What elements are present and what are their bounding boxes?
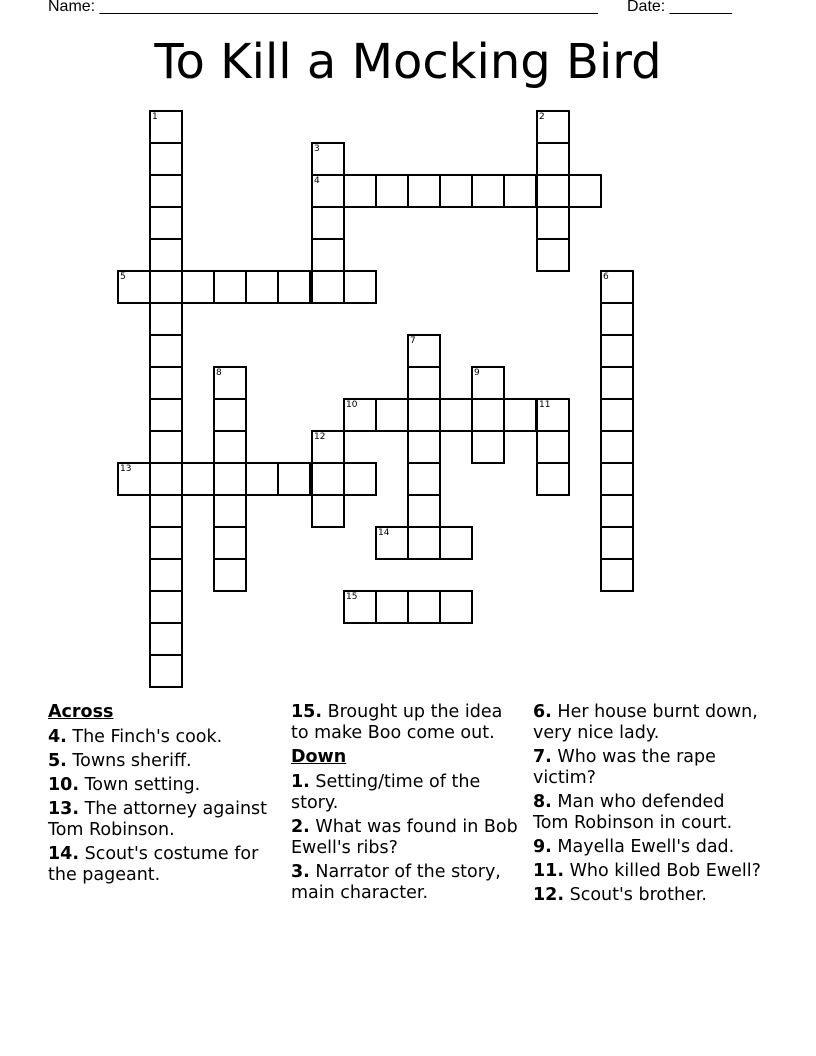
- clue-across-15: [291, 702, 521, 744]
- date-field-label: Date: _______: [627, 0, 732, 15]
- grid-cell[interactable]: [149, 110, 183, 144]
- clue-text: Narrator of the story, main character.: [291, 862, 501, 903]
- clue-text: Setting/time of the story.: [291, 772, 481, 813]
- cell-number: 15: [346, 592, 358, 602]
- grid-cell[interactable]: [407, 398, 441, 432]
- grid-cell[interactable]: [245, 270, 279, 304]
- clue-text: Who killed Bob Ewell?: [569, 861, 761, 881]
- clue-down-1: [291, 772, 521, 814]
- grid-cell[interactable]: [439, 398, 473, 432]
- clue-number: 4.: [48, 727, 67, 747]
- grid-cell[interactable]: [149, 654, 183, 688]
- clue-number: 12.: [533, 885, 565, 905]
- clue-number: 13.: [48, 799, 80, 819]
- grid-cell[interactable]: [213, 526, 247, 560]
- clue-number: 3.: [291, 862, 310, 882]
- clue-text: Scout's brother.: [569, 885, 707, 905]
- clue-number: 7.: [533, 747, 552, 767]
- grid-cell[interactable]: [343, 174, 377, 208]
- grid-cell[interactable]: [213, 494, 247, 528]
- clue-across-5: [48, 751, 278, 772]
- grid-cell[interactable]: [471, 430, 505, 464]
- clue-text: What was found in Bob Ewell's ribs?: [291, 817, 518, 858]
- clue-number: 9.: [533, 837, 552, 857]
- grid-cell[interactable]: [568, 174, 602, 208]
- clue-down-7: [533, 747, 763, 789]
- grid-cell[interactable]: [536, 110, 570, 144]
- clue-text: Mayella Ewell's dad.: [557, 837, 735, 857]
- grid-cell[interactable]: [343, 270, 377, 304]
- clue-text: Brought up the idea to make Boo come out.: [291, 702, 503, 743]
- grid-cell[interactable]: [503, 398, 537, 432]
- grid-cell[interactable]: [471, 174, 505, 208]
- cell-number: 5: [120, 272, 126, 282]
- grid-cell[interactable]: [149, 174, 183, 208]
- grid-cell[interactable]: [439, 526, 473, 560]
- grid-cell[interactable]: [311, 430, 345, 464]
- grid-cell[interactable]: [471, 366, 505, 400]
- grid-cell[interactable]: [536, 430, 570, 464]
- clue-text: Towns sheriff.: [72, 751, 192, 771]
- cell-number: 9: [474, 368, 480, 378]
- cell-number: 10: [346, 400, 358, 410]
- grid-cell[interactable]: [213, 430, 247, 464]
- clue-column-3: [533, 702, 763, 909]
- grid-cell[interactable]: [149, 622, 183, 656]
- grid-cell[interactable]: [277, 462, 311, 496]
- grid-cell[interactable]: [149, 494, 183, 528]
- grid-cell[interactable]: [149, 526, 183, 560]
- grid-cell[interactable]: [407, 526, 441, 560]
- cell-number: 14: [378, 528, 390, 538]
- across-heading: Across: [48, 702, 114, 722]
- clue-across-14: [48, 844, 278, 886]
- grid-cell[interactable]: [149, 238, 183, 272]
- cell-number: 3: [314, 144, 320, 154]
- grid-cell[interactable]: [311, 494, 345, 528]
- clue-down-11: [533, 861, 763, 882]
- clue-text: Town setting.: [84, 775, 201, 795]
- grid-cell[interactable]: [181, 270, 215, 304]
- grid-cell[interactable]: [536, 398, 570, 432]
- clue-column-1: [48, 702, 278, 889]
- grid-cell[interactable]: [149, 430, 183, 464]
- clue-number: 15.: [291, 702, 323, 722]
- grid-cell[interactable]: [600, 302, 634, 336]
- grid-cell[interactable]: [600, 430, 634, 464]
- clue-across-4: [48, 727, 278, 748]
- cell-number: 4: [314, 176, 320, 186]
- grid-cell[interactable]: [600, 270, 634, 304]
- clue-down-6: [533, 702, 763, 744]
- grid-cell[interactable]: [600, 558, 634, 592]
- grid-cell[interactable]: [149, 398, 183, 432]
- grid-cell[interactable]: [375, 398, 409, 432]
- grid-cell[interactable]: [343, 398, 377, 432]
- grid-cell[interactable]: [311, 142, 345, 176]
- grid-cell[interactable]: [375, 590, 409, 624]
- grid-cell[interactable]: [536, 462, 570, 496]
- cell-number: 2: [539, 112, 545, 122]
- grid-cell[interactable]: [311, 270, 345, 304]
- grid-cell[interactable]: [536, 174, 570, 208]
- clue-text: Her house burnt down, very nice lady.: [533, 702, 758, 743]
- clue-number: 2.: [291, 817, 310, 837]
- grid-cell[interactable]: [181, 462, 215, 496]
- cell-number: 12: [314, 432, 326, 442]
- cell-number: 1: [152, 112, 158, 122]
- grid-cell[interactable]: [439, 174, 473, 208]
- clue-text: Scout's costume for the pageant.: [48, 844, 259, 885]
- grid-cell[interactable]: [439, 590, 473, 624]
- grid-cell[interactable]: [149, 206, 183, 240]
- grid-cell[interactable]: [213, 398, 247, 432]
- cell-number: 6: [603, 272, 609, 282]
- cell-number: 11: [539, 400, 551, 410]
- clue-across-10: [48, 775, 278, 796]
- grid-cell[interactable]: [117, 462, 151, 496]
- grid-cell[interactable]: [407, 334, 441, 368]
- clue-column-2: [291, 702, 521, 907]
- grid-cell[interactable]: [311, 462, 345, 496]
- grid-cell[interactable]: [343, 590, 377, 624]
- clue-text: The Finch's cook.: [72, 727, 223, 747]
- grid-cell[interactable]: [407, 590, 441, 624]
- grid-cell[interactable]: [149, 142, 183, 176]
- grid-cell[interactable]: [407, 174, 441, 208]
- grid-cell[interactable]: [277, 270, 311, 304]
- grid-cell[interactable]: [503, 174, 537, 208]
- cell-number: 8: [216, 368, 222, 378]
- grid-cell[interactable]: [117, 270, 151, 304]
- clue-down-12: [533, 885, 763, 906]
- grid-cell[interactable]: [213, 270, 247, 304]
- grid-cell[interactable]: [600, 398, 634, 432]
- grid-cell[interactable]: [149, 462, 183, 496]
- name-field-label: Name: ________________________________________________________: [48, 0, 598, 15]
- grid-cell[interactable]: [149, 270, 183, 304]
- grid-cell[interactable]: [407, 462, 441, 496]
- clue-down-2: [291, 817, 521, 859]
- grid-cell[interactable]: [149, 590, 183, 624]
- grid-cell[interactable]: [600, 462, 634, 496]
- clue-down-8: [533, 792, 763, 834]
- cell-number: 13: [120, 464, 132, 474]
- clue-text: Man who defended Tom Robinson in court.: [533, 792, 733, 833]
- clue-down-9: [533, 837, 763, 858]
- down-heading: Down: [291, 747, 347, 767]
- grid-cell[interactable]: [213, 366, 247, 400]
- grid-cell[interactable]: [407, 494, 441, 528]
- clue-text: The attorney against Tom Robinson.: [48, 799, 268, 840]
- clue-number: 11.: [533, 861, 565, 881]
- grid-cell[interactable]: [343, 462, 377, 496]
- grid-cell[interactable]: [375, 174, 409, 208]
- clue-across-13: [48, 799, 278, 841]
- clue-number: 1.: [291, 772, 310, 792]
- clue-down-3: [291, 862, 521, 904]
- clue-number: 8.: [533, 792, 552, 812]
- grid-cell[interactable]: [600, 494, 634, 528]
- grid-cell[interactable]: [311, 238, 345, 272]
- grid-cell[interactable]: [471, 398, 505, 432]
- grid-cell[interactable]: [375, 526, 409, 560]
- clue-number: 14.: [48, 844, 80, 864]
- grid-cell[interactable]: [149, 366, 183, 400]
- grid-cell[interactable]: [149, 558, 183, 592]
- grid-cell[interactable]: [536, 206, 570, 240]
- grid-cell[interactable]: [536, 238, 570, 272]
- clue-text: Who was the rape victim?: [533, 747, 716, 788]
- grid-cell[interactable]: [213, 462, 247, 496]
- grid-cell[interactable]: [407, 366, 441, 400]
- grid-cell[interactable]: [407, 430, 441, 464]
- grid-cell[interactable]: [536, 142, 570, 176]
- grid-cell[interactable]: [311, 206, 345, 240]
- cell-number: 7: [410, 336, 416, 346]
- clue-number: 10.: [48, 775, 80, 795]
- grid-cell[interactable]: [600, 366, 634, 400]
- clue-number: 6.: [533, 702, 552, 722]
- grid-cell[interactable]: [245, 462, 279, 496]
- grid-cell[interactable]: [600, 334, 634, 368]
- puzzle-title: To Kill a Mocking Bird: [154, 34, 662, 90]
- grid-cell[interactable]: [149, 302, 183, 336]
- grid-cell[interactable]: [149, 334, 183, 368]
- grid-cell[interactable]: [213, 558, 247, 592]
- clue-number: 5.: [48, 751, 67, 771]
- grid-cell[interactable]: [600, 526, 634, 560]
- grid-cell[interactable]: [311, 174, 345, 208]
